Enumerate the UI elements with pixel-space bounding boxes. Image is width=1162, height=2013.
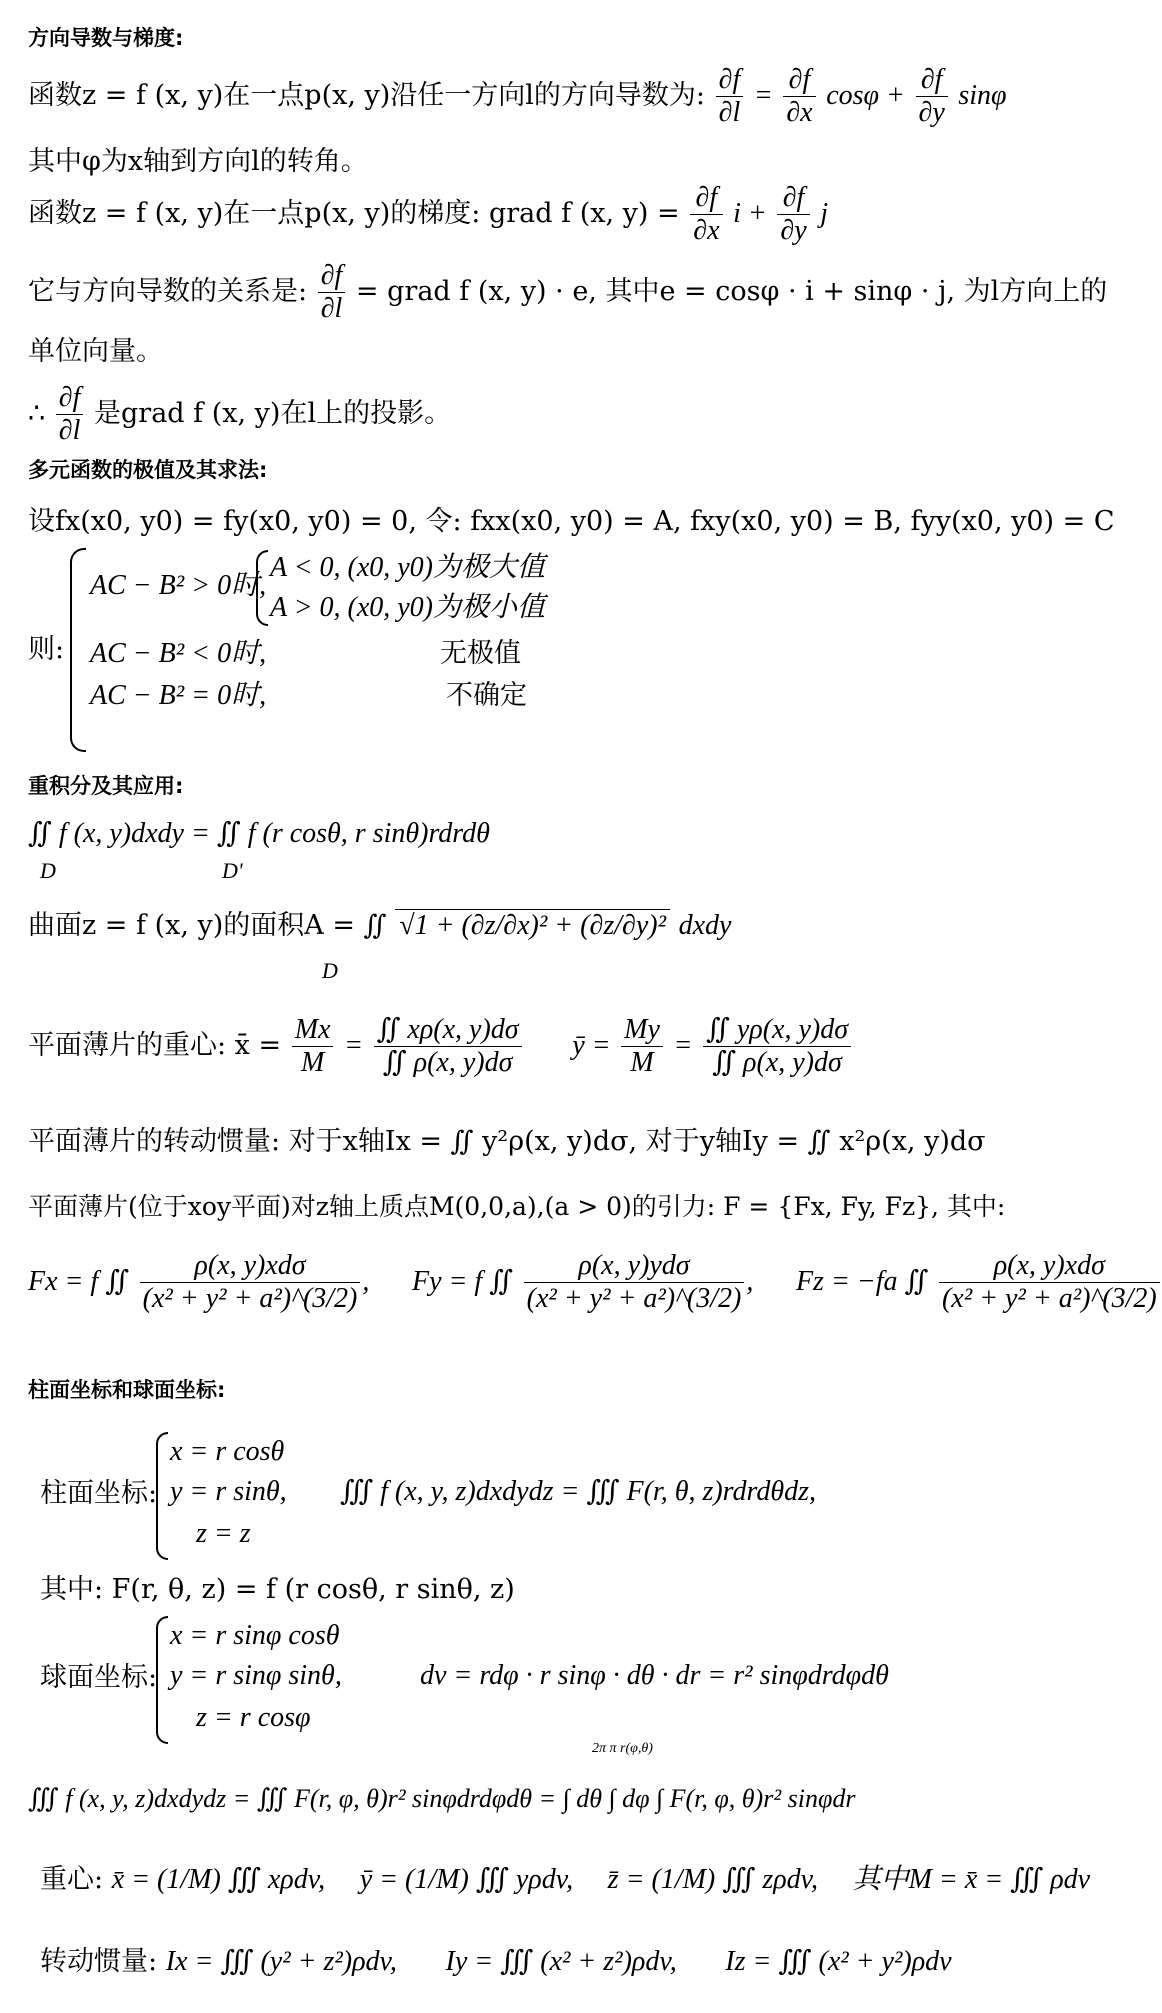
extremum-conditions: 设fx(x0, y0) = fy(x0, y0) = 0, 令: fxx(x0, y0) = A, fxy(x0, y0) = B, fyy(x0, y0) = C <box>28 506 1115 537</box>
integral-domain: D' <box>222 858 243 883</box>
fraction: $\frac{∬ y\rho(x, y)d\sigma}{∬ \rho(x, y)d\sigma}$ <box>703 1016 851 1077</box>
unit-vector-note: 单位向量。 <box>28 336 163 367</box>
fraction: ρ(x, y)xdσ (x² + y² + a²)^(3/2) <box>140 1252 361 1313</box>
section-heading-double-integral: 重积分及其应用: <box>28 774 184 798</box>
spherical-volume-element: dv = rdφ · r sinφ · dθ · dr = r² sinφdrdφdθ <box>420 1660 889 1691</box>
case-min: A > 0, (x0, y0)为极小值 <box>270 592 545 623</box>
fraction: $\frac{∬ x\rho(x, y)d\sigma}{∬ \rho(x, y)d\sigma}$ <box>374 1016 522 1077</box>
section-heading-directional: 方向导数与梯度: <box>28 26 184 50</box>
angle-note: 其中φ为x轴到方向l的转角。 <box>28 146 368 177</box>
fraction: $\frac{\partial f}{\partial y}$ <box>916 66 948 127</box>
formula-text: 函数z = f (x, y)在一点p(x, y)沿任一方向l的方向导数为: <box>28 80 706 111</box>
polar-transform: ∬ f (x, y)dxdy = ∬ f (r cosθ, r sinθ)rdrdθ <box>28 818 490 849</box>
sub-case-brace <box>256 550 268 626</box>
case-zero-result: 不确定 <box>446 680 527 711</box>
square-root: √1 + (∂z/∂x)² + (∂z/∂y)² <box>395 909 670 941</box>
case-brace <box>70 548 86 752</box>
force-components: Fx = f ∬ ρ(x, y)xdσ (x² + y² + a²)^(3/2) , Fy = f ∬ ρ(x, y)ydσ (x² + y² + a²)^(3/2) , Fz = −fa ∬ ρ(x, y)xdσ (x² + y² + a²)^(3/2) <box>28 1252 1162 1313</box>
case-positive: AC − B² > 0时, <box>90 570 267 601</box>
centroid-3d: 重心: x̄ = (1/M) ∭ xρdv, ȳ = (1/M) ∭ yρdv, z̄ = (1/M) ∭ zρdv, 其中M = x̄ = ∭ ρdv <box>40 1864 1091 1895</box>
gradient-relation: 它与方向导数的关系是: $\frac{\partial f}{\partial l}$ = grad f (x, y) · e, 其中e = cosφ · i + sinφ · j, 为l方向上的 <box>28 260 1108 324</box>
moment-of-inertia-3d: 转动惯量: Ix = ∭ (y² + z²)ρdv, Iy = ∭ (x² + z²)ρdv, Iz = ∭ (x² + y²)ρdv <box>40 1946 952 1977</box>
cylindrical-label: 柱面坐标: <box>40 1478 158 1509</box>
then-label: 则: <box>28 634 65 665</box>
integral-limits: 2π π r(φ,θ) <box>592 1741 653 1756</box>
cylindrical-note: 其中: F(r, θ, z) = f (r cosθ, r sinθ, z) <box>40 1574 515 1605</box>
case-max: A < 0, (x0, y0)为极大值 <box>270 552 545 583</box>
spherical-x: x = r sinφ cosθ <box>170 1620 340 1651</box>
integral-domain: D <box>40 858 56 883</box>
case-zero: AC − B² = 0时, <box>90 680 267 711</box>
cylindrical-brace <box>156 1432 168 1560</box>
cylindrical-y: y = r sinθ, <box>170 1476 287 1507</box>
cylindrical-x: x = r cosθ <box>170 1436 285 1467</box>
fraction: $\frac{\partial f}{\partial l}$ <box>56 384 84 445</box>
surface-area-formula: 曲面z = f (x, y)的面积A = ∬ √1 + (∂z/∂x)² + (∂z/∂y)² dxdy <box>28 910 732 941</box>
projection-note: ∴ $\frac{\partial f}{\partial l}$ 是grad f (x, y)在l上的投影。 <box>28 382 452 446</box>
spherical-brace <box>156 1616 168 1744</box>
fraction: ρ(x, y)xdσ (x² + y² + a²)^(3/2) <box>939 1252 1160 1313</box>
case-negative: AC − B² < 0时, <box>90 638 267 669</box>
section-heading-coordinates: 柱面坐标和球面坐标: <box>28 1378 226 1402</box>
cylindrical-z: z = z <box>196 1518 251 1549</box>
integral-domain: D <box>322 958 338 983</box>
directional-derivative-formula: 函数z = f (x, y)在一点p(x, y)沿任一方向l的方向导数为: $\frac{\partial f}{\partial l}$ = $\frac{\partial f}{\partial x}$ cosφ + $\frac{\partial f}{\partial y}$ sinφ <box>28 64 1007 128</box>
section-heading-extremum: 多元函数的极值及其求法: <box>28 458 268 482</box>
fraction: $\frac{Mx}{M}$ <box>292 1016 334 1077</box>
spherical-z: z = r cosφ <box>196 1702 311 1733</box>
gradient-formula: 函数z = f (x, y)在一点p(x, y)的梯度: grad f (x, y) = $\frac{\partial f}{\partial x}$ i + $\frac{\partial f}{\partial y}$ j <box>28 182 829 246</box>
fraction: $\frac{\partial f}{\partial x}$ <box>690 184 722 245</box>
moment-of-inertia-plane: 平面薄片的转动惯量: 对于x轴Ix = ∬ y²ρ(x, y)dσ, 对于y轴Iy = ∬ x²ρ(x, y)dσ <box>28 1126 986 1157</box>
case-negative-result: 无极值 <box>440 638 521 669</box>
cylindrical-integral: ∭ f (x, y, z)dxdydz = ∭ F(r, θ, z)rdrdθdz, <box>340 1476 817 1507</box>
fraction: $\frac{My}{M}$ <box>621 1016 663 1077</box>
gravitational-force: 平面薄片(位于xoy平面)对z轴上质点M(0,0,a),(a > 0)的引力: F = {Fx, Fy, Fz}, 其中: <box>28 1192 1006 1221</box>
fraction: ρ(x, y)ydσ (x² + y² + a²)^(3/2) <box>524 1252 745 1313</box>
spherical-integral: ∭ f (x, y, z)dxdydz = ∭ F(r, φ, θ)r² sinφdrdφdθ = ∫ dθ ∫ dφ ∫ F(r, φ, θ)r² sinφdr <box>28 1784 856 1813</box>
fraction: $\frac{\partial f}{\partial l}$ <box>716 66 744 127</box>
centroid-formula: 平面薄片的重心: x̄ = $\frac{Mx}{M}$ = $\frac{∬ x\rho(x, y)d\sigma}{∬ \rho(x, y)d\sigma}$ ȳ = $\frac{My}{M}$ = $\frac{∬ y\rho(x, y)d\sigma}{∬ \rho(x, y)d\sigma}$ <box>28 1016 853 1077</box>
fraction: $\frac{\partial f}{\partial x}$ <box>783 66 815 127</box>
spherical-label: 球面坐标: <box>40 1662 158 1693</box>
spherical-y: y = r sinφ sinθ, <box>170 1660 342 1691</box>
fraction: $\frac{\partial f}{\partial y}$ <box>777 184 809 245</box>
fraction: $\frac{\partial f}{\partial l}$ <box>318 262 346 323</box>
